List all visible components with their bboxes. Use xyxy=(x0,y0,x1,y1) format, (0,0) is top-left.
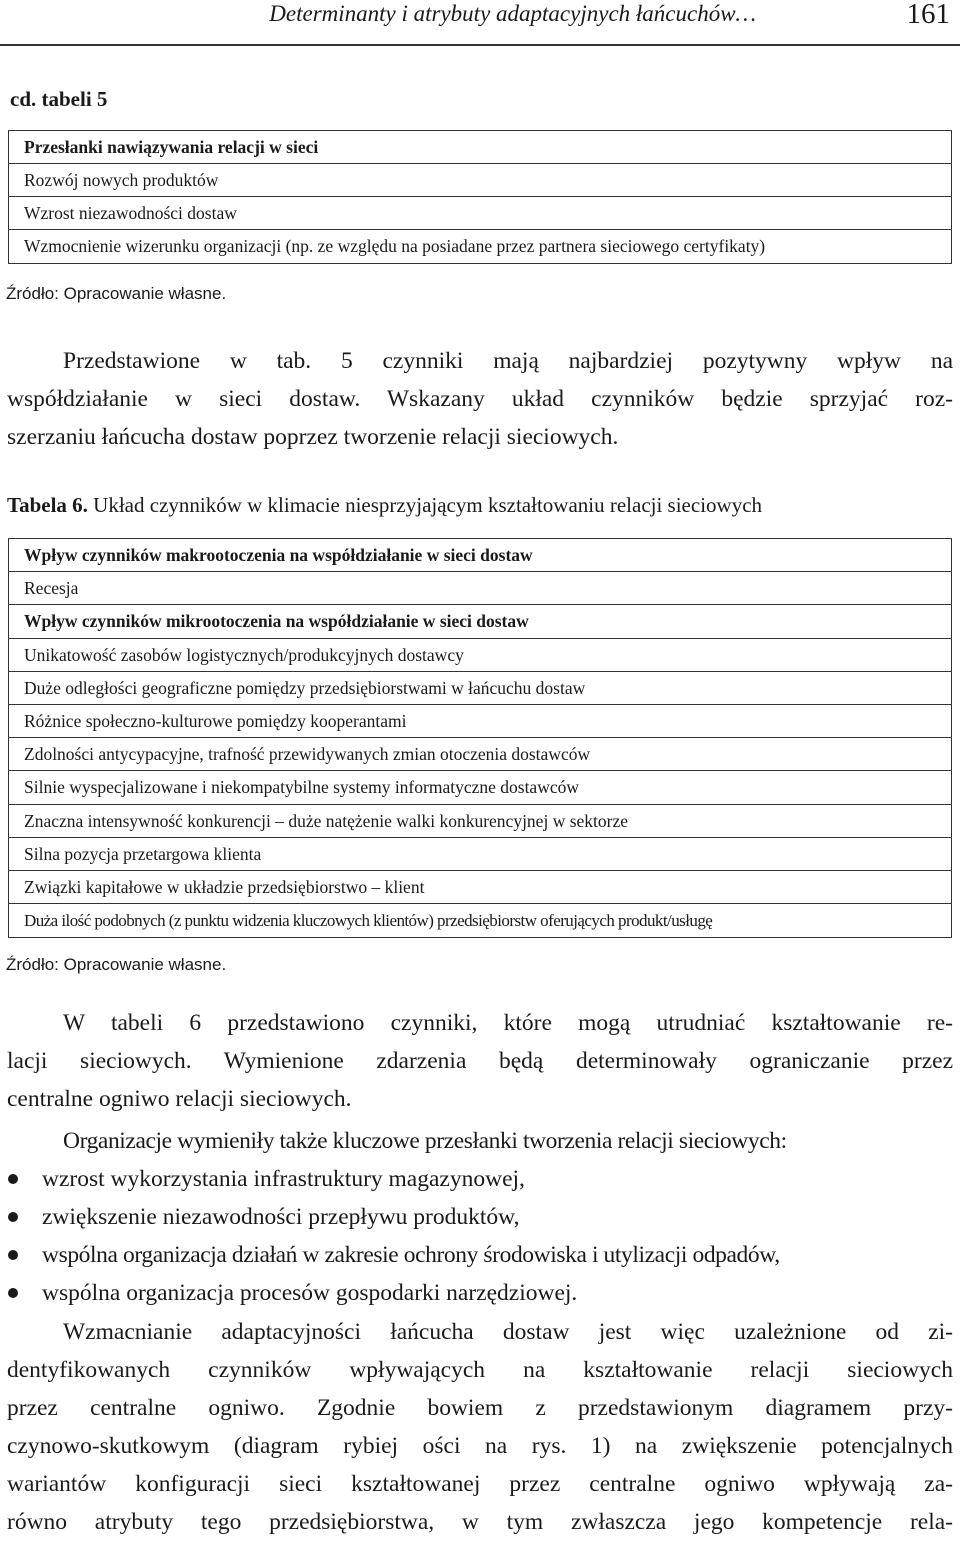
paragraph-line: czynowo-skutkowym (diagram rybiej ości na rys. 1) na zwiększenie potencjalnych xyxy=(7,1433,953,1459)
table-row: Rozwój nowych produktów xyxy=(9,164,951,197)
table-row: Wzrost niezawodności dostaw xyxy=(9,197,951,230)
bullet-icon xyxy=(8,1212,18,1222)
running-header xyxy=(0,0,960,46)
table-6 xyxy=(8,538,952,938)
paragraph-line: szerzaniu łańcucha dostaw poprzez tworzenie relacji sieciowych. xyxy=(7,424,619,450)
list-item xyxy=(0,1198,960,1236)
table-5 xyxy=(8,130,952,264)
table-row: Znaczna intensywność konkurencji – duże natężenie walki konkurencyjnej w sektorze xyxy=(9,805,951,838)
paragraph-line: współdziałanie w sieci dostaw. Wskazany układ czynników będzie sprzyjać roz- xyxy=(7,386,953,412)
paragraph-line: Przedstawione w tab. 5 czynniki mają najbardziej pozytywny wpływ na xyxy=(63,348,953,374)
table-row: Zdolności antycypacyjne, trafność przewidywanych zmian otoczenia dostawców xyxy=(9,738,951,771)
list-item-text: zwiększenie niezawodności przepływu produktów, xyxy=(42,1204,520,1230)
table-row: Silnie wyspecjalizowane i niekompatybilne systemy informatyczne dostawców xyxy=(9,771,951,804)
table5-continuation-label: cd. tabeli 5 xyxy=(10,87,108,111)
paragraph-line: Organizacje wymieniły także kluczowe przesłanki tworzenia relacji sieciowych: xyxy=(63,1128,787,1154)
paragraph-line: dentyfikowanych czynników wpływających na kształtowanie relacji sieciowych xyxy=(7,1357,953,1383)
table-row: Wpływ czynników makrootoczenia na współdziałanie w sieci dostaw xyxy=(9,539,951,572)
table-row: Silna pozycja przetargowa klienta xyxy=(9,838,951,871)
list-item xyxy=(0,1160,960,1198)
paragraph-line: W tabeli 6 przedstawiono czynniki, które mogą utrudniać kształtowanie re- xyxy=(63,1010,953,1036)
table6-caption-text: Układ czynników w klimacie niesprzyjającym kształtowaniu relacji sieciowych xyxy=(87,493,763,517)
paragraph-line: równo atrybuty tego przedsiębiorstwa, w tym zwłaszcza jego kompetencje rela- xyxy=(7,1509,953,1535)
table5-source: Źródło: Opracowanie własne. xyxy=(6,284,227,303)
table-row: Duże odległości geograficzne pomiędzy przedsiębiorstwami w łańcuchu dostaw xyxy=(9,672,951,705)
paragraph-line: Wzmacnianie adaptacyjności łańcucha dostaw jest więc uzależnione od zi- xyxy=(63,1319,953,1345)
page-number: 161 xyxy=(906,0,950,30)
table-row: Wzmocnienie wizerunku organizacji (np. ze względu na posiadane przez partnera sieciowego certyfikaty) xyxy=(24,236,766,256)
table-row: Różnice społeczno-kulturowe pomiędzy kooperantami xyxy=(9,705,951,738)
list-item-text: wspólna organizacja działań w zakresie ochrony środowiska i utylizacji odpadów, xyxy=(42,1242,780,1268)
paragraph-2 xyxy=(7,1004,953,1118)
table-row: Związki kapitałowe w układzie przedsiębiorstwo – klient xyxy=(9,871,951,904)
bullet-icon xyxy=(8,1250,18,1260)
table6-caption-label: Tabela 6. xyxy=(7,493,88,517)
running-title: Determinanty i atrybuty adaptacyjnych łańcuchów… xyxy=(269,1,756,26)
table-row: Duża ilość podobnych (z punktu widzenia kluczowych klientów) przedsiębiorstw oferujących produkt/usługę xyxy=(24,911,713,931)
bullet-list xyxy=(0,1160,960,1312)
table-row: Przesłanki nawiązywania relacji w sieci xyxy=(9,131,951,164)
paragraph-line: wariantów konfiguracji sieci kształtowanej przez centralne ogniwo wpływają za- xyxy=(7,1471,953,1497)
table6-caption xyxy=(7,490,762,520)
table-row: Wpływ czynników mikrootoczenia na współdziałanie w sieci dostaw xyxy=(9,605,951,638)
list-item xyxy=(0,1236,960,1274)
paragraph-4 xyxy=(7,1313,953,1541)
list-item xyxy=(0,1274,960,1312)
table-row: Recesja xyxy=(9,572,951,605)
bullet-icon xyxy=(8,1288,18,1298)
paragraph-3 xyxy=(7,1122,953,1160)
paragraph-line: przez centralne ogniwo. Zgodnie bowiem z przedstawionym diagramem przy- xyxy=(7,1395,953,1421)
table6-source: Źródło: Opracowanie własne. xyxy=(6,955,227,974)
list-item-text: wzrost wykorzystania infrastruktury magazynowej, xyxy=(42,1166,525,1192)
paragraph-line: centralne ogniwo relacji sieciowych. xyxy=(7,1086,352,1112)
list-item-text: wspólna organizacja procesów gospodarki narzędziowej. xyxy=(42,1280,578,1306)
paragraph-1 xyxy=(7,342,953,456)
bullet-icon xyxy=(8,1174,18,1184)
table-row: Unikatowość zasobów logistycznych/produkcyjnych dostawcy xyxy=(9,639,951,672)
paragraph-line: lacji sieciowych. Wymienione zdarzenia będą determinowały ograniczanie przez xyxy=(7,1048,953,1074)
